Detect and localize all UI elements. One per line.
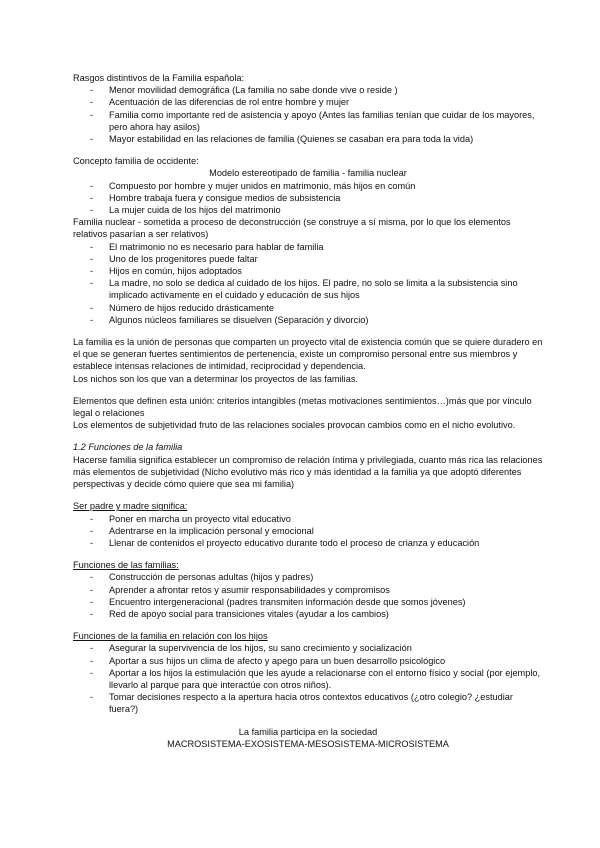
list-item: - Menor movilidad demográfica (La familia no sabe donde vive o reside ) — [73, 84, 543, 96]
list-item: - Encuentro intergeneracional (padres transmiten información desde que somos jóvenes) — [73, 596, 543, 608]
paragraph-hacerse-familia: Hacerse familia significa establecer un compromiso de relación íntima y privilegiada, cuanto más rica las relaciones más elementos de subjetividad (Nicho evolutivo más rico y más identidad a la familia ya que adoptó diferentes perspectivas y decide cómo quiere que sea mi familia) — [73, 454, 543, 490]
list-funciones-familias — [73, 571, 543, 620]
list-item: - Algunos núcleos familiares se disuelven (Separación y divorcio) — [73, 314, 543, 326]
paragraph-elementos: Elementos que definen esta unión: criterios intangibles (metas motivaciones sentimientos…)más que por vínculo legal o relaciones — [73, 395, 532, 419]
list-item: - Poner en marcha un proyecto vital educativo — [73, 513, 543, 525]
footer-line-sociedad: La familia participa en la sociedad — [238, 726, 378, 737]
list-item: - Mayor estabilidad en las relaciones de familia (Quienes se casaban era para toda la vida) — [73, 133, 543, 145]
list-item: - Hijos en común, hijos adoptados — [73, 265, 543, 277]
list-deconstruccion — [73, 241, 543, 326]
paragraph-definicion-familia: La familia es la unión de personas que comparten un proyecto vital de existencia común que se quiere duradero en el que se generan fuertes sentimientos de pertenencia, existe un compromiso personal entre sus miembros y establece intensas relaciones de intimidad, reciprocidad y dependencia. — [73, 337, 543, 372]
list-item: - Adentrarse en la implicación personal y emocional — [73, 525, 543, 537]
list-item: - Red de apoyo social para transiciones vitales (ayudar a los cambios) — [73, 608, 543, 620]
list-item: - Compuesto por hombre y mujer unidos en matrimonio, más hijos en común — [73, 180, 543, 192]
list-funciones-hijos — [73, 642, 543, 715]
list-item: - Asegurar la supervivencia de los hijos, su sano crecimiento y socialización — [73, 642, 543, 654]
list-item: - Aprender a afrontar retos y asumir responsabilidades y compromisos — [73, 584, 543, 596]
list-item: - Acentuación de las diferencias de rol entre hombre y mujer — [73, 96, 543, 108]
list-item: - El matrimonio no es necesario para hablar de familia — [73, 241, 543, 253]
list-rasgos — [73, 84, 543, 145]
list-item: - La madre, no solo se dedica al cuidado de los hijos. El padre, no solo se limita a la subsistencia sino implicado activamente en el cuidado y educación de sus hijos — [73, 277, 543, 301]
list-item: - Aportar a sus hijos un clima de afecto y apego para un buen desarrollo psicológico — [73, 655, 543, 667]
subheading-modelo: Modelo estereotipado de familia - familia nuclear — [209, 168, 407, 179]
list-item: - Aportar a los hijos la estimulación que les ayude a relacionarse con el entorno físico y social (por ejemplo, llevarlo al parque para que interactúe con otros niños). — [73, 667, 543, 691]
section-heading-funciones: 1.2 Funciones de la familia — [73, 442, 183, 453]
paragraph-nichos: Los nichos son los que van a determinar los proyectos de las familias. — [73, 373, 358, 384]
paragraph-familia-nuclear: Familia nuclear - sometida a proceso de deconstrucción (se construye a sí misma, por lo que los elementos relativos pasarían a ser relativos) — [73, 217, 511, 240]
list-ser-padre — [73, 513, 543, 550]
section-heading-concepto: Concepto familia de occidente: — [73, 156, 199, 167]
footer-line-sistemas: MACROSISTEMA-EXOSISTEMA-MESOSISTEMA-MICROSISTEMA — [167, 738, 449, 749]
list-item: - Familia como importante red de asistencia y apoyo (Antes las familias tenían que cuidar de los mayores, pero ahora hay asilos) — [73, 109, 543, 133]
section-heading-funciones-familias: Funciones de las familias: — [73, 560, 179, 571]
paragraph-subjetividad: Los elementos de subjetividad fruto de las relaciones sociales provocan cambios como en el nicho evolutivo. — [73, 420, 516, 431]
section-heading-funciones-hijos: Funciones de la familia en relación con los hijos — [73, 631, 268, 642]
document-body — [73, 72, 543, 750]
list-modelo — [73, 180, 543, 217]
list-item: - Hombre trabaja fuera y consigue medios de subsistencia — [73, 192, 543, 204]
list-item: - Tomar decisiones respecto a la apertura hacia otros contextos educativos (¿otro colegio? ¿estudiar fuera?) — [73, 691, 543, 715]
list-item: - Uno de los progenitores puede faltar — [73, 253, 543, 265]
list-item: - Número de hijos reducido drásticamente — [73, 302, 543, 314]
section-heading-rasgos: Rasgos distintivos de la Familia española: — [73, 73, 245, 83]
section-heading-ser-padre: Ser padre y madre significa: — [73, 501, 188, 512]
list-item: - Construcción de personas adultas (hijos y padres) — [73, 571, 543, 583]
list-item: - La mujer cuida de los hijos del matrimonio — [73, 204, 543, 216]
list-item: - Llenar de contenidos el proyecto educativo durante todo el proceso de crianza y educación — [73, 537, 543, 549]
